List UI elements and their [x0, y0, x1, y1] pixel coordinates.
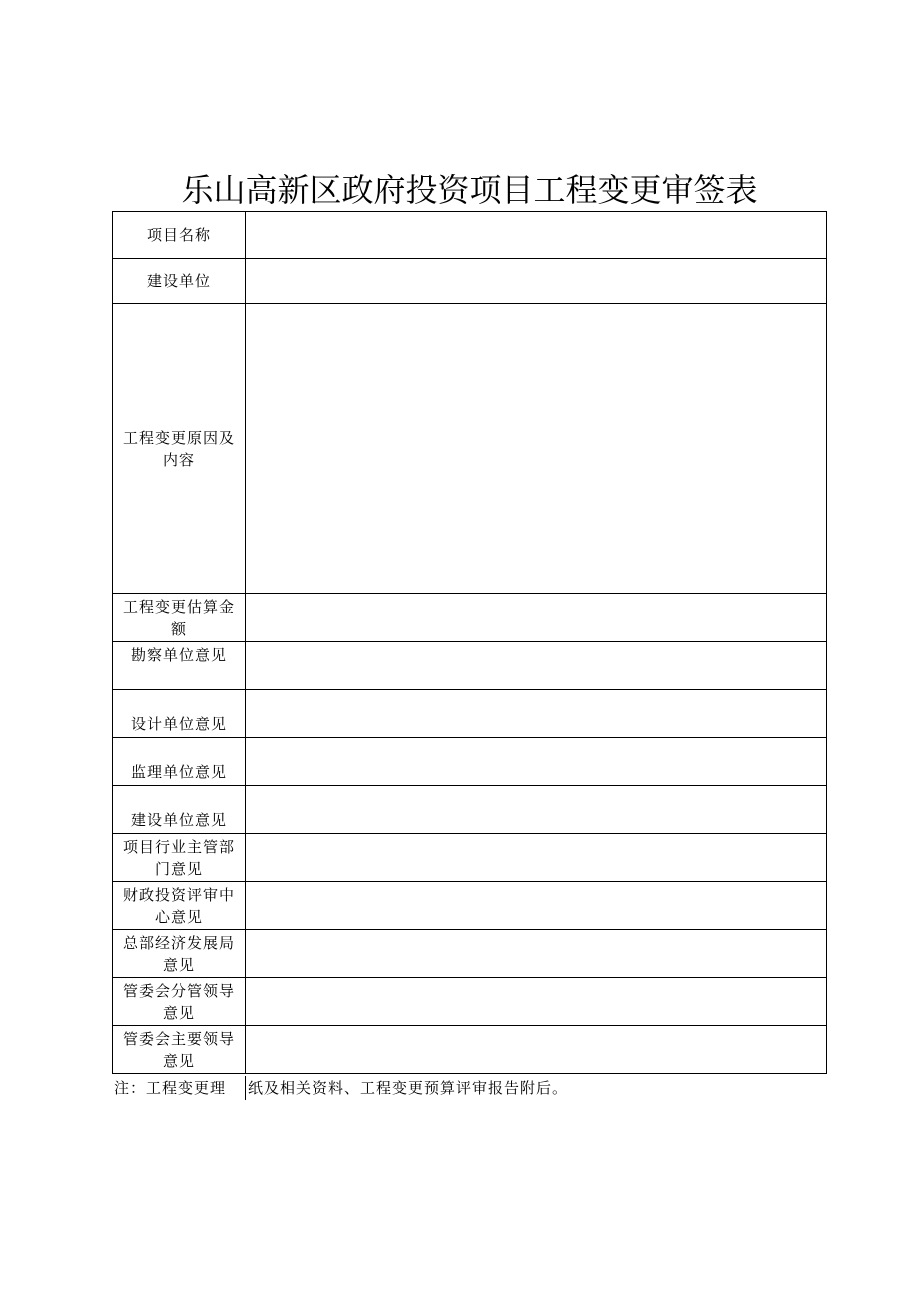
input-design-opinion[interactable]: [246, 690, 827, 738]
change-approval-table: [112, 211, 827, 1074]
input-economic-bureau-opinion[interactable]: [246, 930, 827, 978]
table-row: [113, 1026, 827, 1074]
footnote: [112, 1076, 827, 1100]
input-change-reason[interactable]: [246, 304, 827, 594]
footnote-left: 注：工程变更理: [114, 1079, 227, 1097]
label-survey-opinion: 勘察单位意见: [113, 642, 246, 690]
label-industry-authority-opinion: 项目行业主管部 门意见: [113, 834, 246, 882]
input-industry-authority-opinion[interactable]: [246, 834, 827, 882]
footnote-divider: [245, 1076, 246, 1100]
label-deputy-leader-opinion: 管委会分管领导 意见: [113, 978, 246, 1026]
table-row: [113, 594, 827, 642]
label-change-reason: 工程变更原因及 内容: [113, 304, 246, 594]
label-design-opinion: 设计单位意见: [113, 690, 246, 738]
input-construction-opinion[interactable]: [246, 786, 827, 834]
table-row: [113, 259, 827, 304]
input-finance-review-opinion[interactable]: [246, 882, 827, 930]
label-construction-unit: 建设单位: [113, 259, 246, 304]
table-row: [113, 642, 827, 690]
input-project-name[interactable]: [246, 212, 827, 259]
label-economic-bureau-opinion: 总部经济发展局 意见: [113, 930, 246, 978]
label-project-name: 项目名称: [113, 212, 246, 259]
input-construction-unit[interactable]: [246, 259, 827, 304]
table-row: [113, 834, 827, 882]
input-chief-leader-opinion[interactable]: [246, 1026, 827, 1074]
input-deputy-leader-opinion[interactable]: [246, 978, 827, 1026]
table-row: [113, 690, 827, 738]
input-estimated-amount[interactable]: [246, 594, 827, 642]
label-finance-review-opinion: 财政投资评审中 心意见: [113, 882, 246, 930]
table-row: [113, 882, 827, 930]
table-row: [113, 930, 827, 978]
table-row: [113, 786, 827, 834]
label-supervision-opinion: 监理单位意见: [113, 738, 246, 786]
table-row: [113, 304, 827, 594]
label-chief-leader-opinion: 管委会主要领导 意见: [113, 1026, 246, 1074]
footnote-right: 纸及相关资料、工程变更预算评审报告附后。: [248, 1079, 569, 1097]
label-estimated-amount: 工程变更估算金 额: [113, 594, 246, 642]
input-survey-opinion[interactable]: [246, 642, 827, 690]
label-construction-opinion: 建设单位意见: [113, 786, 246, 834]
input-supervision-opinion[interactable]: [246, 738, 827, 786]
form-title: 乐山高新区政府投资项目工程变更审签表: [181, 171, 758, 209]
table-row: [113, 978, 827, 1026]
table-row: [113, 738, 827, 786]
table-row: [113, 212, 827, 259]
